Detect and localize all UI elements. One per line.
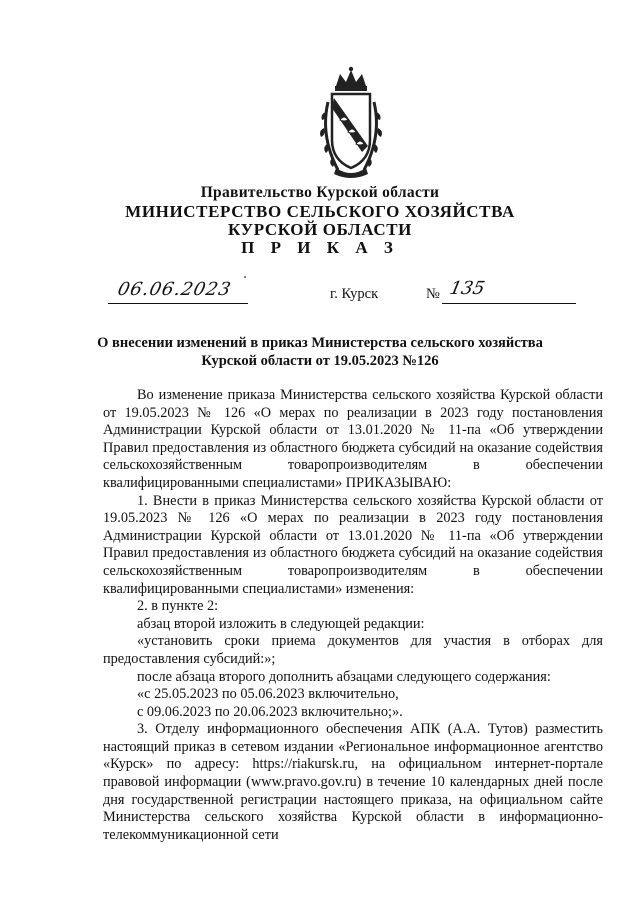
government-title: Правительство Курской области	[200, 184, 440, 201]
handwritten-number: 135	[447, 278, 487, 299]
handwritten-date: 06.06.2023	[115, 279, 234, 300]
document-type-title: П Р И К А З	[241, 238, 399, 257]
paragraph-item-3: 3. Отделу информационного обеспечения АПК (А.А. Тутов) разместить настоящий приказ в сетевом издании «Региональное информационное агентство «Курск» по адресу: https://riakursk.ru, на официальном интернет-портале правовой информации (www.pravo.gov.ru) в течение 10 календарных дней после дня государственной регистрации настоящего приказа, на официальном сайте Министерства сельского хозяйства Курской области в информационно-телекоммуникационной сети	[103, 721, 603, 843]
subject-line2: Курской области от 19.05.2023 №126	[201, 353, 439, 369]
ink-dot	[244, 276, 246, 278]
paragraph-quote-set-terms: «установить сроки приема документов для участия в отборах для предоставления субсидий:»;	[103, 633, 603, 667]
number-field	[442, 278, 576, 304]
paragraph-preamble: Во изменение приказа Министерства сельского хозяйства Курской области от 19.05.2023 № 126 «О мерах по реализации в 2023 году постановления Администрации Курской области от 13.01.2020 № 11-па «Об утверждении Правил предоставления из областного бюджета субсидий на оказание содействия сельскохозяйственным товаропроизводителям в обеспечении квалифицированными специалистами» ПРИКАЗЫВАЮ:	[103, 387, 603, 491]
paragraph-item-1: 1. Внести в приказ Министерства сельского хозяйства Курской области от 19.05.2023 № 126 «О мерах по реализации в 2023 году постановления Администрации Курской области от 13.01.2020 № 11-па «Об утверждении Правил предоставления из областного бюджета субсидий на оказание содействия сельскохозяйственным товаропроизводителям в обеспечении квалифицированными специалистами» изменения:	[103, 492, 603, 597]
coat-of-arms-emblem	[318, 66, 384, 182]
city-label: г. Курск	[330, 286, 379, 302]
paragraph-period-2: с 09.06.2023 по 20.06.2023 включительно;».	[137, 703, 403, 720]
ministry-title-line1: МИНИСТЕРСТВО СЕЛЬСКОГО ХОЗЯЙСТВА	[125, 202, 515, 221]
ministry-title-line2: КУРСКОЙ ОБЛАСТИ	[228, 220, 412, 239]
paragraph-after-second: после абзаца второго дополнить абзацами следующего содержания:	[137, 668, 551, 685]
number-sign: №	[426, 286, 440, 302]
document-body	[103, 387, 603, 844]
paragraph-abzac-second: абзац второй изложить в следующей редакции:	[137, 615, 425, 632]
paragraph-item-2: 2. в пункте 2:	[137, 598, 219, 615]
date-field	[108, 281, 248, 304]
subject-line1: О внесении изменений в приказ Министерства сельского хозяйства	[97, 335, 543, 351]
paragraph-period-1: «с 25.05.2023 по 05.06.2023 включительно,	[137, 686, 399, 703]
